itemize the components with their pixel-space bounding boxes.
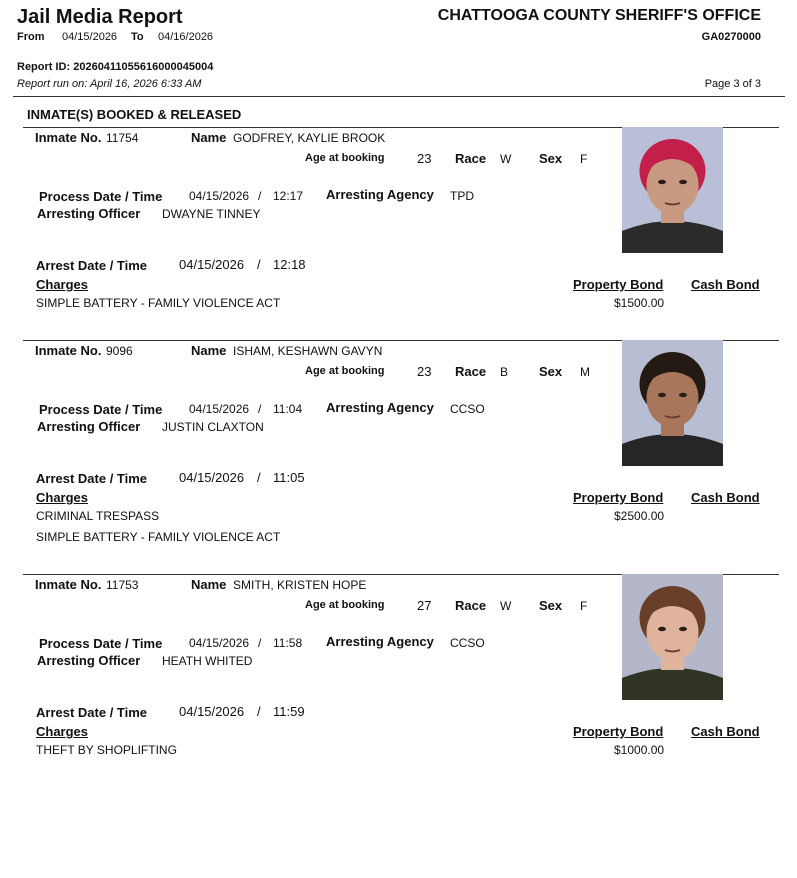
process-date: 04/15/2026 (189, 402, 250, 416)
photo-eye-right (679, 393, 687, 397)
race-value: W (500, 152, 512, 166)
arrest-label: Arrest Date / Time (36, 471, 148, 486)
photo-eye-left (658, 180, 666, 184)
age-value: 27 (417, 598, 432, 613)
officer-label: Arresting Officer (37, 419, 141, 434)
to-label: To (131, 31, 144, 43)
inmate-record (0, 574, 797, 804)
age-value: 23 (417, 151, 432, 166)
process-slash: / (258, 636, 262, 650)
from-date: 04/15/2026 (62, 31, 118, 43)
agency-label: Arresting Agency (326, 187, 434, 202)
name-value: GODFREY, KAYLIE BROOK (233, 131, 386, 145)
arrest-date: 04/15/2026 (179, 470, 245, 485)
agency-name: CHATTOOGA COUNTY SHERIFF'S OFFICE (437, 7, 761, 24)
race-label: Race (455, 364, 487, 379)
arrest-date: 04/15/2026 (179, 257, 245, 272)
report-run: Report run on: April 16, 2026 6:33 AM (17, 78, 202, 90)
inmate-no-label: Inmate No. (35, 577, 102, 592)
officer-value: DWAYNE TINNEY (162, 207, 261, 221)
name-label: Name (191, 577, 227, 592)
officer-label: Arresting Officer (37, 206, 141, 221)
inmate-record (0, 127, 797, 357)
process-date: 04/15/2026 (189, 636, 250, 650)
inmate-no-label: Inmate No. (35, 130, 102, 145)
agency-label: Arresting Agency (326, 634, 434, 649)
ori-code: GA0270000 (701, 31, 761, 43)
to-date: 04/16/2026 (158, 31, 214, 43)
arrest-time: 11:59 (273, 704, 305, 719)
process-label: Process Date / Time (39, 189, 163, 204)
charge-item: SIMPLE BATTERY - FAMILY VIOLENCE ACT (36, 296, 281, 310)
inmate-no-value: 9096 (106, 344, 133, 358)
property-bond-label: Property Bond (573, 277, 664, 292)
property-bond-label: Property Bond (573, 490, 664, 505)
header-divider (13, 96, 785, 97)
report-id: Report ID: 20260411055616000045004 (17, 61, 214, 73)
charges-label: Charges (36, 490, 89, 505)
charges-label: Charges (36, 277, 89, 292)
age-value: 23 (417, 364, 432, 379)
inmate-no-value: 11753 (106, 578, 139, 592)
process-time: 11:58 (273, 636, 303, 650)
charge-item: THEFT BY SHOPLIFTING (36, 743, 177, 757)
arrest-slash: / (257, 704, 261, 719)
property-bond-value: $1000.00 (614, 743, 665, 757)
property-bond-value: $1500.00 (614, 296, 665, 310)
arrest-slash: / (257, 470, 261, 485)
sex-value: M (580, 365, 590, 379)
agency-value: CCSO (450, 636, 485, 650)
inmate-record (0, 340, 797, 570)
process-time: 11:04 (273, 402, 303, 416)
officer-value: HEATH WHITED (162, 654, 253, 668)
officer-label: Arresting Officer (37, 653, 141, 668)
officer-value: JUSTIN CLAXTON (162, 420, 264, 434)
inmate-photo (622, 127, 723, 253)
agency-value: CCSO (450, 402, 485, 416)
charge-item: SIMPLE BATTERY - FAMILY VIOLENCE ACT (36, 530, 281, 544)
race-value: W (500, 599, 512, 613)
sex-value: F (580, 152, 588, 166)
arrest-time: 12:18 (273, 257, 306, 272)
photo-eye-left (658, 393, 666, 397)
process-slash: / (258, 189, 262, 203)
race-label: Race (455, 151, 487, 166)
property-bond-value: $2500.00 (614, 509, 665, 523)
charges-label: Charges (36, 724, 89, 739)
cash-bond-label: Cash Bond (691, 277, 760, 292)
name-value: SMITH, KRISTEN HOPE (233, 578, 367, 592)
process-time: 12:17 (273, 189, 304, 203)
cash-bond-label: Cash Bond (691, 724, 760, 739)
inmate-no-value: 11754 (106, 131, 139, 145)
sex-label: Sex (539, 364, 563, 379)
sex-label: Sex (539, 598, 563, 613)
inmate-photo (622, 340, 723, 466)
arrest-label: Arrest Date / Time (36, 258, 148, 273)
age-label: Age at booking (305, 365, 385, 377)
property-bond-label: Property Bond (573, 724, 664, 739)
process-date: 04/15/2026 (189, 189, 250, 203)
agency-value: TPD (450, 189, 474, 203)
inmate-no-label: Inmate No. (35, 343, 102, 358)
report-title: Jail Media Report (17, 6, 183, 28)
name-value: ISHAM, KESHAWN GAVYN (233, 344, 383, 358)
name-label: Name (191, 130, 227, 145)
arrest-slash: / (257, 257, 261, 272)
inmate-photo (622, 574, 723, 700)
sex-value: F (580, 599, 588, 613)
race-value: B (500, 365, 509, 379)
photo-eye-left (658, 627, 666, 631)
page-number: Page 3 of 3 (704, 78, 761, 90)
charge-item: CRIMINAL TRESPASS (36, 509, 160, 523)
arrest-date: 04/15/2026 (179, 704, 245, 719)
photo-eye-right (679, 627, 687, 631)
section-title: INMATE(S) BOOKED & RELEASED (27, 107, 242, 122)
from-label: From (17, 31, 45, 43)
race-label: Race (455, 598, 487, 613)
photo-eye-right (679, 180, 687, 184)
process-label: Process Date / Time (39, 636, 163, 651)
name-label: Name (191, 343, 227, 358)
agency-label: Arresting Agency (326, 400, 434, 415)
sex-label: Sex (539, 151, 563, 166)
arrest-label: Arrest Date / Time (36, 705, 148, 720)
process-label: Process Date / Time (39, 402, 163, 417)
process-slash: / (258, 402, 262, 416)
age-label: Age at booking (305, 599, 385, 611)
arrest-time: 11:05 (273, 470, 305, 485)
age-label: Age at booking (305, 152, 385, 164)
cash-bond-label: Cash Bond (691, 490, 760, 505)
